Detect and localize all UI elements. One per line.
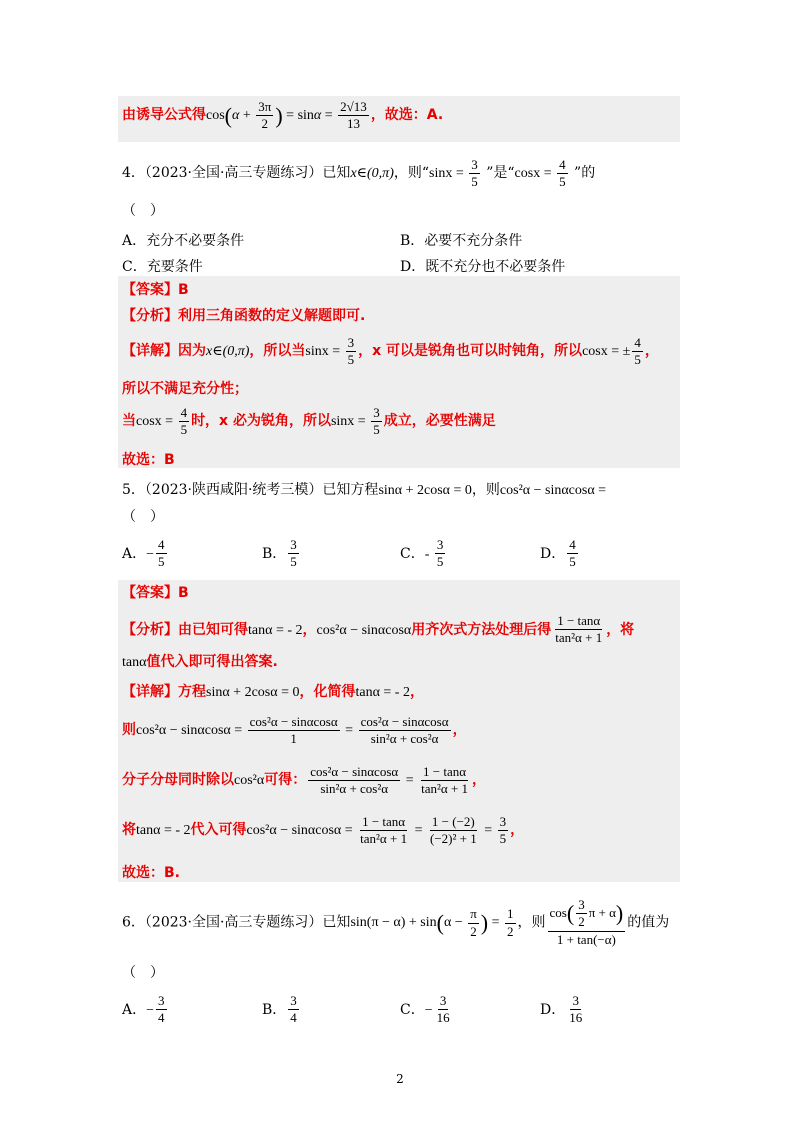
q5-analysis-1: 【分析】由已知可得tanα = - 2，cos²α − sinαcosα用齐次式方法处理后得 $\frac{1 - \tan\alpha}{\text{tan²α + 1}}$ ，将 <box>122 613 635 646</box>
q5-option-c[interactable]: C．- $\frac{3}{5}$ <box>400 537 444 570</box>
q5-paren: （ ） <box>122 509 164 525</box>
q6-option-a[interactable]: A．− $\frac{3}{4}$ <box>122 993 165 1026</box>
q6-option-d[interactable]: D． $\frac{3}{16}$ <box>540 993 583 1026</box>
page-number: 2 <box>396 1072 404 1086</box>
q4-solution-box <box>118 276 680 468</box>
q4-paren: （ ） <box>122 203 164 219</box>
q5-option-b[interactable]: B． $\frac{3}{5}$ <box>262 537 297 570</box>
q4-option-c[interactable]: C．充要条件 <box>122 259 203 275</box>
q6-paren: （ ） <box>122 965 164 981</box>
q4-detail-2: 所以不满足充分性； <box>122 381 248 397</box>
q4-detail-4: 故选：B <box>122 452 175 468</box>
q5-detail-5: 故选：B. <box>122 865 180 881</box>
q6-option-b[interactable]: B． $\frac{3}{4}$ <box>262 993 297 1026</box>
q5-analysis-2: tanα值代入即可得出答案. <box>122 654 278 670</box>
q5-answer: 【答案】B <box>122 585 189 601</box>
q4-option-d[interactable]: D．既不充分也不必要条件 <box>400 259 566 275</box>
prev-detail-line: 由诱导公式得cos(α + $\frac{3\pi}{2}$ ) = sinα = $\frac{2√13}{13}$ ，故选：A. <box>122 99 444 132</box>
q4-stem: 4．（2023·全国·高三专题练习）已知x∈(0,π)，则“sinx = $\frac{3}{5}$ ”是“cosx = $\frac{4}{5}$ ”的 <box>122 157 596 190</box>
q4-detail-3: 当cosx = $\frac{4}{5}$ 时，x 必为锐角，所以sinx = $\frac{3}{5}$ 成立，必要性满足 <box>122 405 496 438</box>
q5-stem: 5．（2023·陕西咸阳·统考三模）已知方程sinα + 2cosα = 0，则cos²α − sinαcosα = <box>122 482 607 498</box>
q5-detail-4: 将tanα = - 2代入可得cos²α − sinαcosα = $\frac{1 - \tan\alpha}{\text{tan²α + 1}}$ = $\frac{1 - (-2)}{\text{(−2)² + 1}}$ = $\frac{3}{5}$ ， <box>122 814 525 847</box>
q5-detail-1: 【详解】方程sinα + 2cosα = 0，化简得tanα = - 2， <box>122 684 424 700</box>
q4-analysis: 【分析】利用三角函数的定义解题即可. <box>122 308 366 324</box>
q6-stem: 6．（2023·全国·高三专题练习）已知sin(π − α) + sin(α − $\frac{\pi}{2}$ ) = $\frac{1}{2}$ ，则 cos( $\frac{3}{2}$ π + α) 1 + tan(−α) 的值为 <box>122 897 670 947</box>
q5-detail-3: 分子分母同时除以cos²α可得： $\frac{\text{cos²α − sinαcosα}}{\text{sin²α + cos²α}}$ = $\frac{1 - \tan\alpha}{\text{tan²α + 1}}$ ， <box>122 764 487 797</box>
q5-detail-2: 则cos²α − sinαcosα = $\frac{\text{cos²α − sinαcosα}}{1}$ = $\frac{\text{cos²α − sinαcosα}}{\text{sin²α + cos²α}}$ ， <box>122 714 467 747</box>
q4-answer: 【答案】B <box>122 282 189 298</box>
q4-option-a[interactable]: A．充分不必要条件 <box>122 233 245 249</box>
q5-option-d[interactable]: D． $\frac{4}{5}$ <box>540 537 576 570</box>
q4-detail-1: 【详解】因为x∈(0,π)，所以当sinx = $\frac{3}{5}$ ，x 可以是锐角也可以时钝角，所以cosx = ± $\frac{4}{5}$ ， <box>122 335 659 368</box>
q5-option-a[interactable]: A．− $\frac{4}{5}$ <box>122 537 165 570</box>
q4-option-b[interactable]: B．必要不充分条件 <box>400 233 523 249</box>
q6-option-c[interactable]: C．− $\frac{3}{16}$ <box>400 993 450 1026</box>
